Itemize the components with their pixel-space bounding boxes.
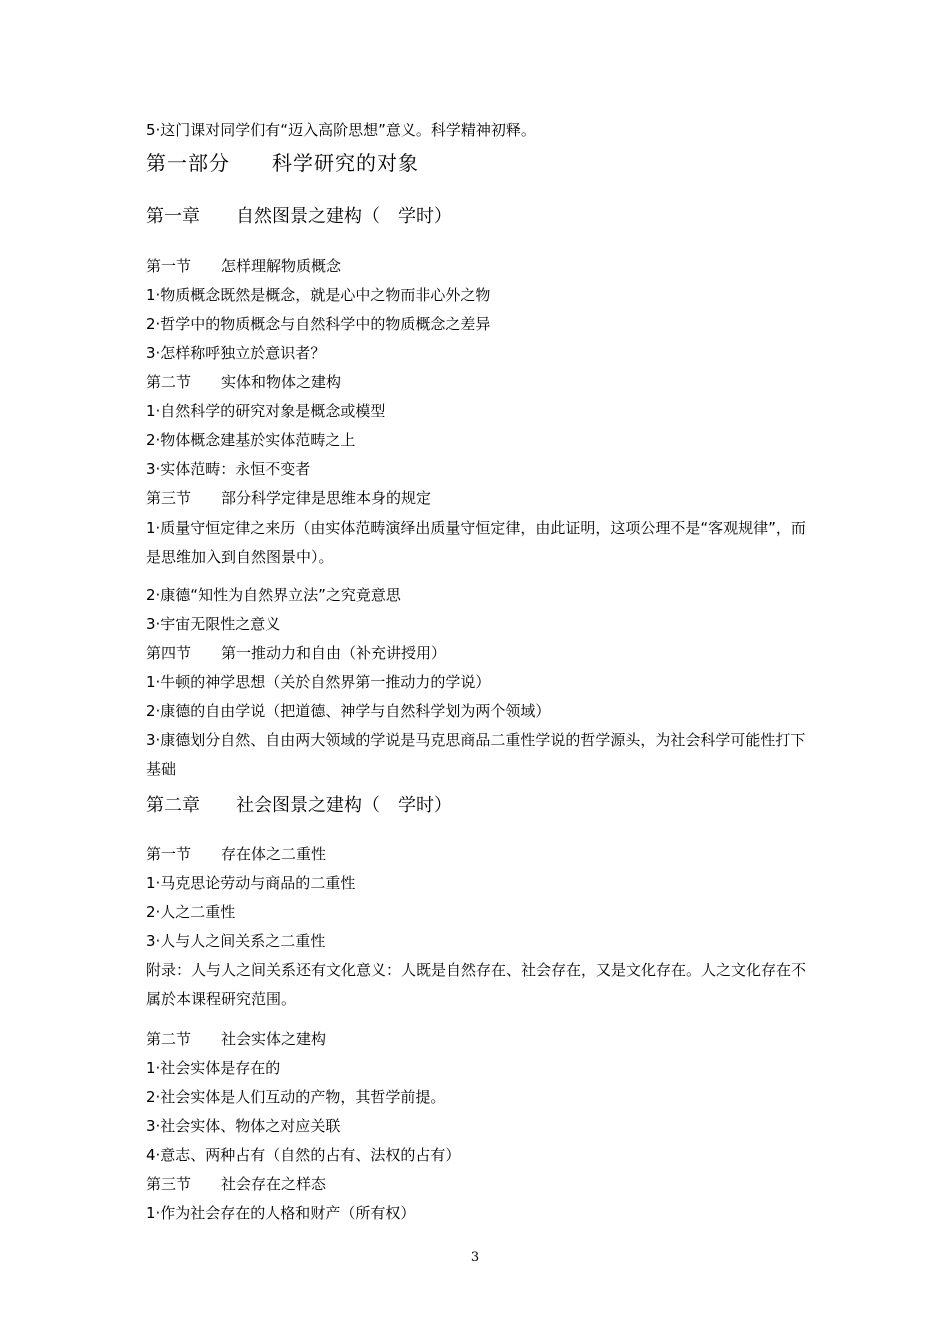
list-item: 3·人与人之间关系之二重性 (146, 932, 326, 950)
list-item: 2·康德的自由学说（把道德、神学与自然科学划为两个领域） (146, 702, 551, 720)
list-item: 1·作为社会存在的人格和财产（所有权） (146, 1204, 416, 1222)
list-item: 2·社会实体是人们互动的产物，其哲学前提。 (146, 1088, 446, 1106)
ch1-section-3-title: 第三节 部分科学定律是思维本身的规定 (146, 489, 432, 507)
list-item: 1·社会实体是存在的 (146, 1059, 281, 1077)
list-item: 3·实体范畴：永恒不变者 (146, 460, 311, 478)
list-item: 2·物体概念建基於实体范畴之上 (146, 431, 356, 449)
list-item: 3·怎样称呼独立於意识者？ (146, 344, 326, 362)
list-item: 1·质量守恒定律之来历（由实体范畴演绎出质量守恒定律，由此证明，这项公理不是“客观规律”，而是思维加入到自然图景中）。 (146, 519, 806, 566)
appendix-note: 附录：人与人之间关系还有文化意义：人既是自然存在、社会存在，又是文化存在。人之文化存在不属於本课程研究范围。 (146, 961, 807, 1008)
list-item: 1·马克思论劳动与商品的二重性 (146, 874, 356, 892)
ch2-section-3-title: 第三节 社会存在之样态 (146, 1175, 327, 1193)
list-item: 2·康德“知性为自然界立法”之究竟意思 (146, 586, 401, 604)
list-item: 3·宇宙无限性之意义 (146, 615, 281, 633)
intro-item-5: 5·这门课对同学们有“迈入高阶思想”意义。科学精神初释。 (146, 121, 536, 139)
list-item: 3·康德划分自然、自由两大领域的学说是马克思商品二重性学说的哲学源头，为社会科学可能性打下基础 (146, 731, 806, 778)
list-item: 1·物质概念既然是概念，就是心中之物而非心外之物 (146, 286, 491, 304)
list-item: 2·人之二重性 (146, 903, 236, 921)
chapter-1-title: 第一章 自然图景之建构（ 学时） (146, 206, 452, 227)
list-item: 1·自然科学的研究对象是概念或模型 (146, 402, 386, 420)
list-item: 3·社会实体、物体之对应关联 (146, 1117, 341, 1135)
list-item: 2·哲学中的物质概念与自然科学中的物质概念之差异 (146, 315, 491, 333)
ch2-section-1-title: 第一节 存在体之二重性 (146, 845, 327, 863)
ch1-section-4-title: 第四节 第一推动力和自由（补充讲授用） (146, 644, 447, 662)
part-title: 第一部分 科学研究的对象 (146, 151, 419, 175)
ch1-section-1-title: 第一节 怎样理解物质概念 (146, 257, 342, 275)
page-number: 3 (470, 1250, 480, 1265)
list-item: 1·牛顿的神学思想（关於自然界第一推动力的学说） (146, 673, 491, 691)
ch1-section-2-title: 第二节 实体和物体之建构 (146, 373, 342, 391)
chapter-2-title: 第二章 社会图景之建构（ 学时） (146, 795, 452, 816)
list-item: 4·意志、两种占有（自然的占有、法权的占有） (146, 1146, 461, 1164)
ch2-section-2-title: 第二节 社会实体之建构 (146, 1030, 327, 1048)
